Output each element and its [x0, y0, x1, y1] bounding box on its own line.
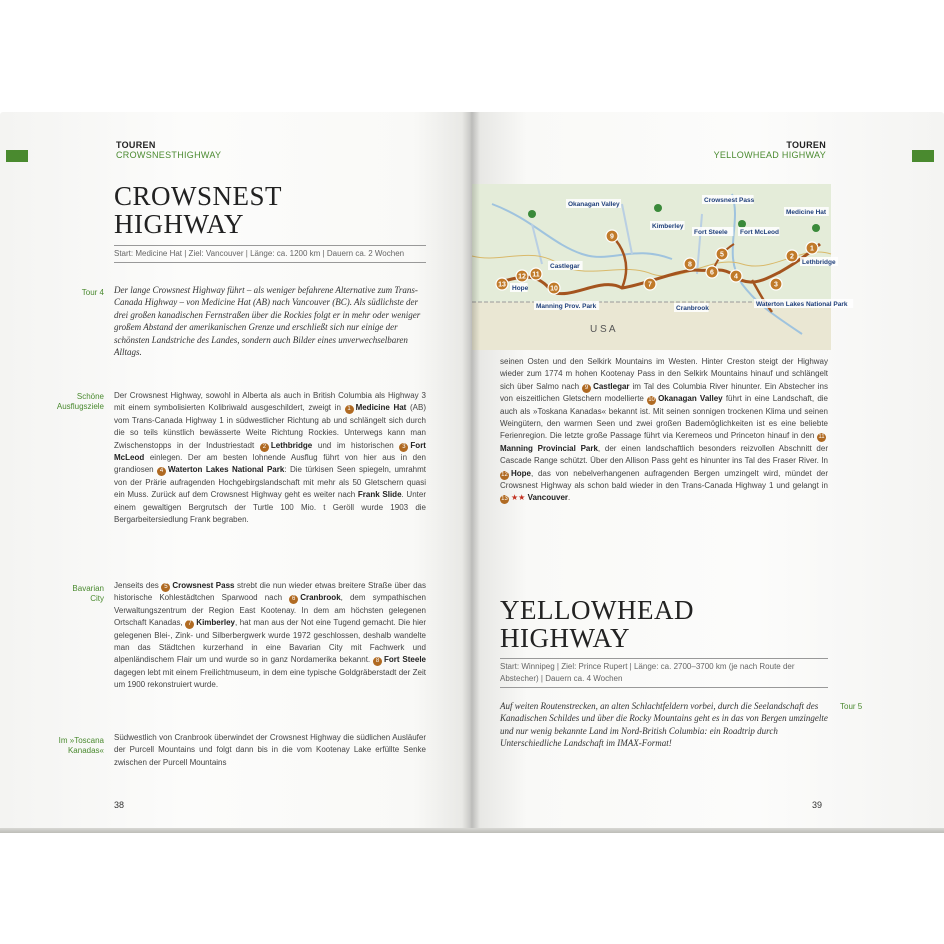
place-name: Crowsnest Pass — [172, 581, 235, 590]
map-place-label: Okanagan Valley — [568, 201, 620, 208]
place-name: Frank Slide — [357, 490, 402, 500]
stop-marker: 4 — [157, 467, 166, 476]
stop-marker: 1 — [345, 405, 354, 414]
stop-marker: 2 — [260, 443, 269, 452]
place-name: Castlegar — [593, 381, 630, 391]
place-name: Vancouver — [527, 493, 569, 503]
book-spine — [462, 112, 480, 830]
place-name: Cranbrook — [300, 593, 341, 603]
place-name: Lethbridge — [270, 440, 313, 450]
title-line-1: CROWSNEST — [114, 181, 283, 211]
place-name: Manning Provincial Park — [500, 443, 598, 453]
running-head-section: TOUREN — [786, 140, 826, 150]
title-line-2: HIGHWAY — [114, 209, 244, 239]
title-line-2: HIGHWAY — [500, 623, 630, 653]
stop-marker: 3 — [399, 443, 408, 452]
map-stop-number: 1 — [810, 245, 814, 253]
stop-marker: 10 — [648, 397, 655, 404]
chapter-title-right — [500, 596, 694, 652]
map-place-label: Lethbridge — [802, 259, 836, 266]
running-head-subsection: CROWSNESTHIGHWAY — [116, 150, 222, 160]
map-stop-number: 12 — [518, 273, 526, 281]
chapter-title-left — [114, 182, 282, 238]
stop-marker: 13 — [501, 496, 508, 503]
section-tab-right — [912, 150, 934, 162]
map-place-label: Waterton Lakes National Park — [756, 301, 848, 308]
place-name: Fort McLeod — [114, 440, 426, 463]
map-stop-number: 5 — [720, 251, 724, 259]
star-rating: ★★ — [511, 493, 526, 503]
margin-note-tour: Tour 4 — [81, 288, 104, 297]
map-stop-number: 8 — [688, 261, 692, 269]
place-name: Kimberley — [196, 618, 235, 628]
page-edge — [0, 828, 944, 833]
map-place-label: Castlegar — [550, 263, 580, 270]
stop-marker: 8 — [373, 657, 382, 666]
stop-marker: 11 — [818, 434, 825, 441]
map-stop-number: 4 — [734, 273, 738, 281]
page-number-left: 38 — [114, 800, 125, 810]
body-paragraph-1: Der Crowsnest Highway, sowohl in Alberta als auch in British Columbia als Highway 3 mit einem symbolisierten Kolibriwald ausgeschildert, zweigt in 1 Medicine Hat (AB) vom Trans-Canada Highway 1 in südwestlicher Richtung ab und schlängelt sich durch die so teils künstlich bewässerte Weite Richtung Rockies. Unterwegs kann man Zwischenstopps in der Industriestadt 2 Lethbridge und im historischen 3 Fort McLeod einlegen. Der am besten lohnende Ausflug führt von hier aus in den grandiosen 4 Waterton Lakes National Park: Die türkisen Seen spiegeln, umrahmt von der Prärie aufragenden Hochgebirgslandschaft mit mehr als 50 Gletschern quasi ein Muss. Zurück auf dem Crowsnest Highway geht es weiter nach Frank Slide. Unter einem gewaltigen Bergrutsch der Turtle 100 Mio. t Geröll wurde 1903 die Bergarbeitersiedlung Frank begraben. — [114, 391, 427, 525]
body-paragraph-right: seinen Osten und den Selkirk Mountains im Westen. Hinter Creston steigt der Highway wieder zum 1774 m hohen Kootenay Pass in den Selkirk Mountains hinauf und schlängelt sich über Salmo nach 9 Castlegar im Tal des Columbia River hinunter. Ein Abstecher ins von eiszeitlichen Gletschern modellierte 10 Okanagan Valley führt in eine Landschaft, die auch als »Toskana Kanadas« bekannt ist. Mit seinen sonnigen trockenen Klima und seinen Weingütern, den warmen Seen und zwei großen Bademöglichkeiten ist es eine beliebte Ferienregion. Die letzte große Passage führt via Keremeos und Princeton hinauf in den 11Manning Provincial Park, der einen landschaftlich besonders reizvollen Abschnitt der Cascade Range schützt. Über den Allison Pass geht es hinunter ins Tal des Fraser River. In 12 Hope, das von nebelverhangenen aufragenden Bergen umzingelt wird, mündet der Crowsnest Highway als schon bald wieder in den Trans-Canada Highway 1 und gelangt in 13 ★★ Vancouver. — [500, 357, 828, 503]
stop-marker: 9 — [582, 384, 591, 393]
margin-note-toscana: Im »Toscana Kanadas« — [58, 736, 104, 755]
map-stop-number: 9 — [610, 233, 614, 241]
route-facts-left: Start: Medicine Hat | Ziel: Vancouver | Länge: ca. 1200 km | Dauern ca. 2 Wochen — [114, 245, 426, 263]
map-stop-number: 13 — [498, 281, 506, 289]
place-name: Hope — [511, 468, 531, 478]
map-stop-number: 11 — [532, 271, 540, 279]
stop-marker: 12 — [501, 471, 508, 478]
margin-note-bavarian-city: Bavarian City — [72, 584, 104, 603]
running-head-subsection: YELLOWHEAD HIGHWAY — [713, 150, 826, 160]
map-place-label: Medicine Hat — [786, 209, 827, 216]
place-name: Fort Steele — [384, 655, 427, 665]
map-stop-number: 6 — [710, 269, 714, 277]
intro-text-right: Auf weiten Routenstrecken, an alten Schlachtfeldern vorbei, durch die Seelandschaft des Kanadischen Schildes und über die Rocky Mountains geht es in das von Bergen umzingelte und nur wenig bekannte Land im Nord-British Columbia: ein Roadtrip durch Unterschiedliche Landschaft im IMAX-Format! — [500, 701, 828, 749]
map-stop-number: 10 — [550, 285, 558, 293]
map-stop-number: 3 — [774, 281, 778, 289]
route-map-graphic — [472, 184, 848, 350]
body-paragraph-3: Südwestlich von Cranbrook überwindet der Crowsnest Highway die südlichen Ausläufer der Purcell Mountains und folgt dann bis in die vom Kootenay Lake erfüllte Senke zwischen der Purcell Mountains — [114, 733, 426, 767]
page-number-right: 39 — [812, 800, 823, 810]
map-place-label: Kimberley — [652, 223, 684, 230]
section-tab-left — [6, 150, 28, 162]
map-stop-number: 7 — [648, 281, 652, 289]
place-name: Okanagan Valley — [658, 394, 723, 404]
map-stop-number: 2 — [790, 253, 794, 261]
place-name: Medicine Hat — [355, 403, 407, 413]
route-map — [472, 184, 848, 350]
margin-note-ausflugsziele: Schöne Ausflugsziele — [56, 392, 104, 411]
place-name: Waterton Lakes National Park — [168, 465, 285, 475]
map-place-label: Crowsnest Pass — [704, 197, 755, 204]
body-paragraph-2: Jenseits des 5 Crowsnest Pass strebt die nun wieder etwas breitere Straße über das historische Kohlestädtchen Sparwood nach 6 Cranbrook, dem sympathischen Verwaltungszentrum der Region East Kootenay. In dem am höchsten gelegenen Ortschaft Kanadas, 7 Kimberley, hat man aus der Not eine Tugend gemacht. Die hier gelegenen Blei-, Zink- und Silberbergwerk wurde 1972 geschlossen, deshalb wandelte man das Städtchen kurzerhand in eine Bavarian City mit Fachwerk und alpenländischem Flair um und wurde so in ganz Nordamerika bekannt. 8 Fort Steele dagegen lebt mit einem Freilichtmuseum, in dem eine typische Goldgräberstadt der Zeit um 1900 rekonstruiert wurde. — [114, 581, 427, 690]
right-page — [470, 112, 944, 830]
route-facts-right: Start: Winnipeg | Ziel: Prince Rupert | Länge: ca. 2700–3700 km (je nach Route der Abstecher) | Dauern ca. 4 Wochen — [500, 658, 828, 688]
running-head-left — [116, 140, 221, 160]
open-book — [0, 112, 944, 832]
margin-note-tour-right: Tour 5 — [840, 702, 863, 711]
stop-marker: 6 — [289, 595, 298, 604]
running-head-right — [714, 140, 826, 160]
map-place-label: Manning Prov. Park — [536, 303, 597, 310]
map-place-label: Fort Steele — [694, 229, 728, 236]
stop-marker: 7 — [185, 620, 194, 629]
map-place-label: Cranbrook — [676, 305, 709, 312]
intro-text-left: Der lange Crowsnest Highway führt – als weniger befahrene Alternative zum Trans-Canada Highway – von Medicine Hat (AB) nach Vancouver (BC). Als südlichste der drei großen kanadischen Fernstraßen über die Rockies folgt er in mehr oder weniger großem Abstand der amerikanischen Grenze und erschließt sich nur einige der schönsten Landstriche des Landes, sondern auch Bilder eines unverwechselbaren Alltags. — [114, 285, 421, 358]
map-place-label: Fort McLeod — [740, 229, 779, 236]
running-head-section: TOUREN — [116, 140, 156, 150]
title-line-1: YELLOWHEAD — [500, 595, 694, 625]
left-page — [0, 112, 470, 830]
map-place-label: Hope — [512, 285, 529, 292]
stop-marker: 5 — [161, 583, 170, 592]
map-country-label: U S A — [590, 324, 616, 335]
